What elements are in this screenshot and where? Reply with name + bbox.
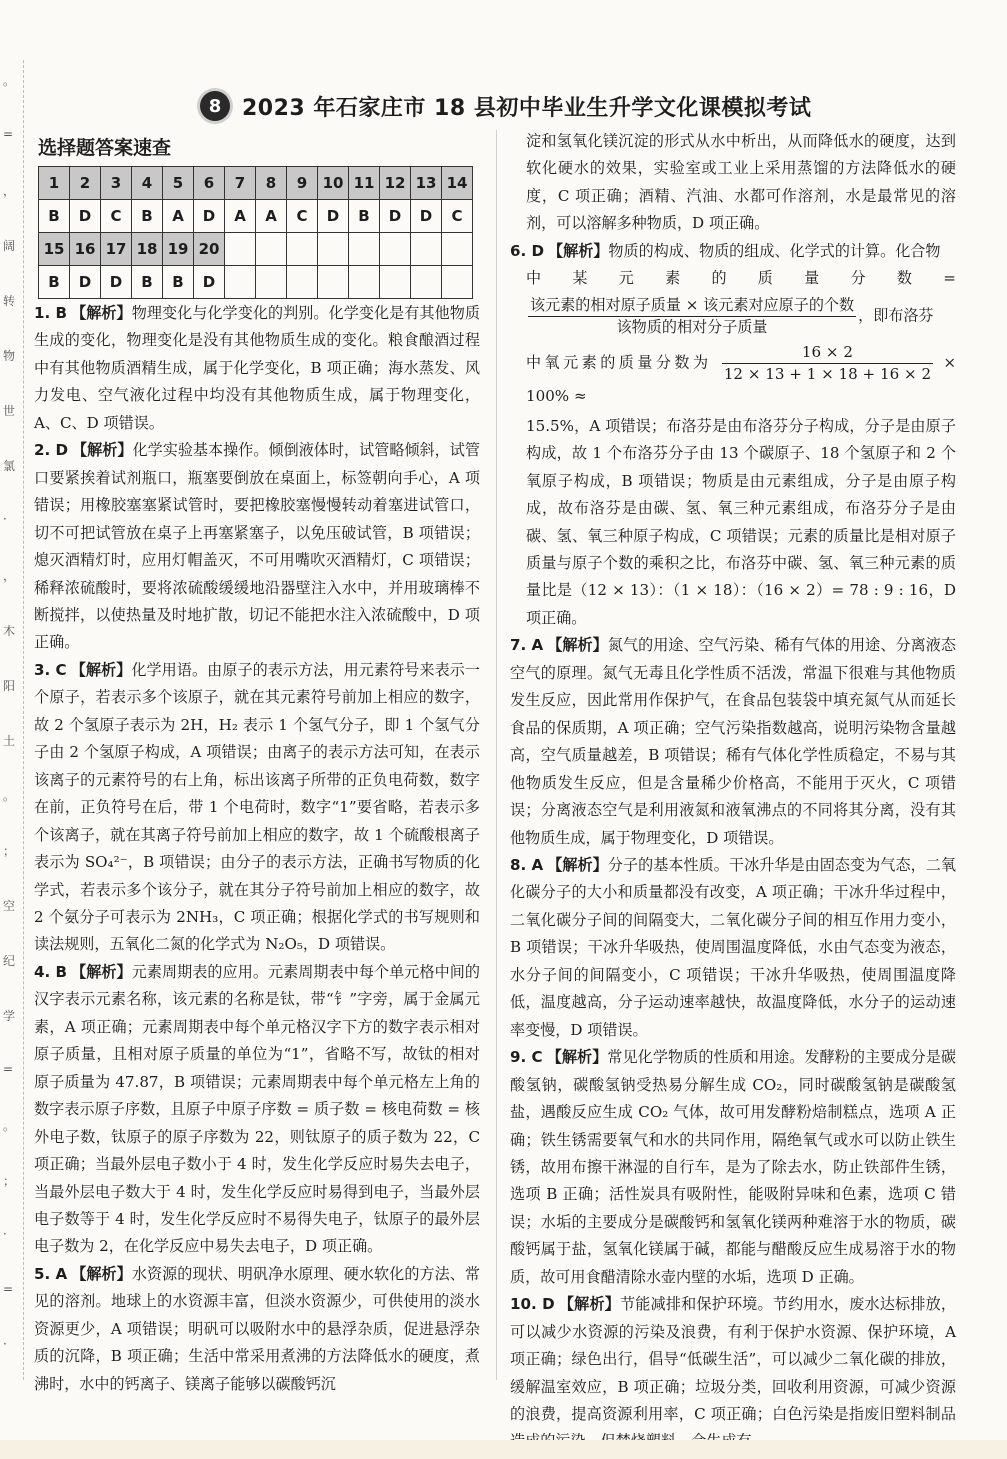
spread-char: 的 xyxy=(711,269,727,288)
binding-mark: 。 xyxy=(3,1119,16,1133)
answer-cell: B xyxy=(163,266,194,299)
analysis-text: 化学实验基本操作。倾倒液体时，试管略倾斜，试管口要紧挨着试剂瓶口，瓶塞要倒放在桌面上，标签朝向手心，A 项错误；用橡胶塞塞紧试管时，要把橡胶塞慢慢转动着塞进试管口，切不可把试管放在桌子上再塞紧塞子，以免压破试管，B 项错误；熄灭酒精灯时，应用灯帽盖灭，不可用嘴吹灭酒精灯，C 项错误；稀释浓硫酸时，要将浓硫酸缓缓地沿器壁注入水中，并用玻璃棒不断搅拌，以使热量及时地扩散，切记不能把水注入浓硫酸中，D 项正确。 xyxy=(34,441,480,652)
answer-row-numbers-2 xyxy=(39,233,473,266)
item-number: 1. B xyxy=(34,304,68,322)
analysis-text: 分子的基本性质。干冰升华是由固态变为气态，二氧化碳分子的大小和质量都没有改变，A 项正确；干冰升华过程中，二氧化碳分子间的间隔变大，二氧化碳分子间的相互作用力变小，B 项错误；干冰升华吸热，使周围温度降低，水由气态变为液态，水分子间的间隔变小，C 项错误；干冰升华吸热，使周围温度降低，温度越高，分子运动速率越快，故温度降低，水分子的运动速率变慢，D 项错误。 xyxy=(510,855,956,1039)
answer-cell: B xyxy=(39,200,70,233)
binding-mark: 土 xyxy=(3,734,16,748)
analysis-text: 氮气的用途、空气污染、稀有气体的用途、分离液态空气的原理。氮气无毒且化学性质不活泼，常温下很难与其他物质发生反应，因此常用作保护气，在食品包装袋中填充氮气从而延长食品的保质期，A 项正确；空气污染指数越高，说明污染物含量越高，空气质量越差，B 项错误；稀有气体化学性质稳定，不易与其他物质发生反应，但是含量稀少价格高，不能用于灭火，C 项错误；分离液态空气是利用液氮和液氧沸点的不同将其分离，没有其他物质生成，属于物理变化，D 项错误。 xyxy=(510,636,956,847)
binding-mark: 空 xyxy=(3,899,16,913)
formula-suffix: × 100% ≈ xyxy=(526,353,956,405)
answer-cell: A xyxy=(225,200,256,233)
answer-item-5 xyxy=(34,1261,480,1398)
answer-cell: D xyxy=(411,200,442,233)
analysis-tag: 【解析】 xyxy=(558,1295,621,1314)
analysis-tag: 【解析】 xyxy=(548,241,609,260)
question-number-cell: 6 xyxy=(194,167,225,200)
analysis-text: 化学用语。由原子的表示方法，用元素符号来表示一个原子，若表示多个该原子，就在其元素符号前加上相应的数字，故 2 个氢原子表示为 2H，H₂ 表示 1 个氢气分子，即 1 个氢气分子由 2 个氢原子构成，A 项错误；由离子的表示方法可知，在表示该离子的元素符号的右上角，标出该离子所带的正负电荷数，数字在前，正负符号在后，带 1 个电荷时，数字“1”要省略，若表示多个该离子，就在其离子符号前加上相应的数字，故 1 个硫酸根离子表示为 SO₄²⁻，B 项错误；由分子的表示方法，正确书写物质的化学式，若表示多个该分子，就在其分子符号前加上相应的数字，故 2 个氨分子可表示为 2NH₃，C 项正确；根据化学式的书写规则和读法规则，五氧化二氮的化学式为 N₂O₅，D 项错误。 xyxy=(34,660,480,954)
answer-cell: B xyxy=(349,200,380,233)
answer-cell: D xyxy=(380,200,411,233)
binding-mark: 木 xyxy=(3,624,16,638)
answer-item-6 xyxy=(510,238,956,265)
right-column xyxy=(510,128,956,1456)
question-number-cell xyxy=(318,233,349,266)
answer-cell xyxy=(380,266,411,299)
binding-mark: 阳 xyxy=(3,679,16,693)
question-number-cell xyxy=(380,233,411,266)
answer-cell xyxy=(287,266,318,299)
analysis-tag: 【解析】 xyxy=(546,1048,608,1067)
answer-cell: D xyxy=(194,266,225,299)
question-number-cell: 13 xyxy=(411,167,442,200)
answer-cell: A xyxy=(256,200,287,233)
question-number-cell xyxy=(349,233,380,266)
answer-item-4 xyxy=(34,959,480,1261)
answer-cell: C xyxy=(101,200,132,233)
answer-row-answers-1 xyxy=(39,200,473,233)
fraction-numerator: 该元素的相对原子质量 × 该元素对应原子的个数 xyxy=(528,295,856,317)
answer-cell xyxy=(225,266,256,299)
question-number-cell: 16 xyxy=(70,233,101,266)
left-column xyxy=(34,300,480,1398)
question-number-cell: 15 xyxy=(39,233,70,266)
question-number-cell: 20 xyxy=(194,233,225,266)
spread-char: = xyxy=(943,269,956,288)
question-number-cell: 3 xyxy=(101,167,132,200)
mass-fraction-formula xyxy=(528,295,856,338)
question-number-cell: 1 xyxy=(39,167,70,200)
answer-cell: B xyxy=(132,200,163,233)
page-title: 2023 年石家庄市 18 县初中毕业生升学文化课模拟考试 xyxy=(242,95,812,121)
analysis-text: 物质的构成、物质的组成、化学式的计算。化合物 xyxy=(608,241,941,260)
answer-cell: D xyxy=(194,200,225,233)
item-number: 2. D xyxy=(34,441,69,460)
answer-key-table xyxy=(38,166,473,299)
question-number-cell: 18 xyxy=(132,233,163,266)
item-number: 8. A xyxy=(510,855,544,874)
item-number: 3. C xyxy=(34,660,67,679)
binding-mark: 阔 xyxy=(3,239,16,253)
answer-item-3 xyxy=(34,657,480,959)
page-bottom-edge xyxy=(0,1440,1007,1459)
binding-mark: · xyxy=(3,512,7,526)
answer-item-6-continued: 15.5%，A 项错误；布洛芬是由布洛芬分子构成，分子是由原子构成，故 1 个布洛芬分子由 13 个碳原子、18 个氢原子和 2 个氧原子构成，B 项错误；物质是由元素组成，分子是由原子构成，故布洛芬是由碳、氢、氧三种元素组成，布洛芬分子是由碳、氢、氧三种原子构成，C 项错误；元素的质量比是相对原子质量与原子个数的乘积之比，布洛芬中碳、氢、氧三种元素的质量比是（12 × 13）：（1 × 18）：（16 × 2）= 78 : 9 : 16，D 项正确。 xyxy=(526,416,956,627)
question-number-cell: 5 xyxy=(163,167,194,200)
spread-text-line xyxy=(510,265,956,292)
fraction-denominator: 该物质的相对分子质量 xyxy=(616,317,768,336)
binding-mark: 纪 xyxy=(3,954,16,968)
question-number-cell: 14 xyxy=(442,167,473,200)
question-number-cell: 9 xyxy=(287,167,318,200)
answer-cell xyxy=(256,266,287,299)
binding-mark: · xyxy=(3,1337,7,1351)
formula-suffix: ，即布洛芬 xyxy=(858,306,934,325)
analysis-text: 节能减排和保护环境。节约用水，废水达标排放，可以减少水资源的污染及浪费，有利于保护水资源、保护环境，A 项正确；绿色出行，倡导“低碳生活”，可以减少二氧化碳的排放，缓解温室效应，B 项正确；垃圾分类，回收利用资源，可减少资源的浪费，提高资源利用率，C 项正确；白色污染是指废旧塑料制品 xyxy=(510,1295,956,1424)
analysis-tag: 【解析】 xyxy=(70,660,132,679)
answer-item-2 xyxy=(34,437,480,657)
question-number-cell: 11 xyxy=(349,167,380,200)
answer-item-5-continued: 淀和氢氧化镁沉淀的形式从水中析出，从而降低水的硬度，达到软化硬水的效果，实验室或工业上采用蒸馏的方法降低水的硬度，C 项正确；酒精、汽油、水都可作溶剂，水是最常见的溶剂，可以溶解多种物质，D 项正确。 xyxy=(526,132,956,233)
binding-mark: = xyxy=(3,127,14,141)
question-number-cell: 2 xyxy=(70,167,101,200)
answer-cell: D xyxy=(318,200,349,233)
analysis-tag: 【解析】 xyxy=(547,636,608,655)
binding-mark: 。 xyxy=(3,74,16,88)
question-number-cell xyxy=(411,233,442,266)
binding-mark: · xyxy=(3,1227,7,1241)
analysis-tag: 【解析】 xyxy=(71,962,132,981)
analysis-text: 物理变化与化学变化的判别。化学变化是有其他物质生成的变化，物理变化是没有其他物质生成的变化。粮食酿酒过程中有其他物质酒精生成，属于化学变化，B 项正确；海水蒸发、风力发电、空气液化过程中均没有其他物质生成，属于物理变化，A、C、D 项错误。 xyxy=(34,304,480,432)
fraction-denominator: 12 × 13 + 1 × 18 + 16 × 2 xyxy=(723,364,932,383)
spread-char: 元 xyxy=(618,269,634,288)
answer-item-8 xyxy=(510,852,956,1044)
analysis-tag: 【解析】 xyxy=(71,1264,132,1283)
answer-item-10 xyxy=(510,1291,956,1456)
answer-cell: B xyxy=(39,266,70,299)
analysis-tag: 【解析】 xyxy=(547,855,608,874)
answer-row-answers-2 xyxy=(39,266,473,299)
page-number-badge: 8 xyxy=(200,91,230,121)
answer-cell: C xyxy=(442,200,473,233)
oxygen-fraction-formula xyxy=(722,342,933,385)
answer-item-7 xyxy=(510,632,956,852)
binding-mark: = xyxy=(3,1282,14,1296)
question-number-cell: 7 xyxy=(225,167,256,200)
binding-mark: 物 xyxy=(3,349,16,363)
fraction-numerator: 16 × 2 xyxy=(722,342,933,364)
answer-row-numbers-1 xyxy=(39,167,473,200)
analysis-tag: 【解析】 xyxy=(71,304,132,322)
item-number: 7. A xyxy=(510,636,544,655)
analysis-tag: 【解析】 xyxy=(72,441,133,460)
binding-mark: ， xyxy=(3,184,16,198)
binding-mark: = xyxy=(3,1062,14,1076)
question-number-cell: 19 xyxy=(163,233,194,266)
column-divider xyxy=(496,130,497,1380)
binding-line xyxy=(23,60,25,1380)
answer-cell xyxy=(318,266,349,299)
question-number-cell xyxy=(287,233,318,266)
answer-cell: B xyxy=(132,266,163,299)
binding-mark: 。 xyxy=(3,789,16,803)
question-number-cell xyxy=(225,233,256,266)
question-number-cell: 8 xyxy=(256,167,287,200)
analysis-text: 常见化学物质的性质和用途。发酵粉的主要成分是碳酸氢钠，碳酸氢钠受热易分解生成 CO₂，同时碳酸氢钠是碳酸氢盐，遇酸反应生成 CO₂ 气体，故可用发酵粉焙制糕点，选项 A 正确；铁生锈需要氧气和水的共同作用，隔绝氧气或水可以防止铁生锈，故用布擦干淋湿的自行车，是为了除去水，防止铁部件生锈，选项 B 正确；活性炭具有吸附性，能吸附异味和色素，选项 C 错误；水垢的主要成分是碳酸钙和氢氧化镁两种难溶于水的物质，碳酸钙属于盐，氢氧化镁属于碱，都能与醋酸反应生成易溶于水的物质，故可用食醋清除水壶内壁的水垢，选项 D 正确。 xyxy=(510,1048,956,1286)
binding-mark: ； xyxy=(3,844,16,858)
formula-prefix: 中氧元素的质量分数为 xyxy=(526,353,712,372)
item-number: 10. D xyxy=(510,1295,555,1314)
question-number-cell: 10 xyxy=(318,167,349,200)
spread-char: 量 xyxy=(804,269,820,288)
item-number: 5. A xyxy=(34,1264,68,1283)
answer-item-9 xyxy=(510,1044,956,1291)
question-number-cell: 12 xyxy=(380,167,411,200)
spread-char: 数 xyxy=(896,269,912,288)
answer-cell: D xyxy=(70,200,101,233)
formula-line-1 xyxy=(510,295,956,338)
spread-char: 某 xyxy=(572,269,588,288)
binding-mark: 世 xyxy=(3,404,16,418)
spread-char: 中 xyxy=(526,269,542,288)
answer-cell xyxy=(411,266,442,299)
question-number-cell xyxy=(442,233,473,266)
answer-cell: D xyxy=(70,266,101,299)
spread-char: 分 xyxy=(850,269,866,288)
item-number: 9. C xyxy=(510,1048,543,1067)
answer-item-1 xyxy=(34,300,480,437)
binding-mark: ， xyxy=(3,569,16,583)
spread-char: 质 xyxy=(757,269,773,288)
analysis-text: 水资源的现状、明矾净水原理、硬水软化的方法、常见的溶剂。地球上的水资源丰富，但淡水资源少，可供使用的淡水资源更少，A 项错误；明矾可以吸附水中的悬浮杂质，促进悬浮杂质的沉降，B 项正确；生活中常采用煮沸的方法降低水的硬度，煮沸时，水中的钙离子、镁离子能够以碳酸钙沉 xyxy=(34,1264,480,1393)
answer-cell xyxy=(349,266,380,299)
analysis-text: 元素周期表的应用。元素周期表中每个单元格中间的汉字表示元素名称，该元素的名称是钛，带“钅”字旁，属于金属元素，A 项正确；元素周期表中每个单元格汉字下方的数字表示相对原子质量，且相对原子质量的单位为“1”，省略不写，故钛的相对原子质量为 47.87，B 项错误；元素周期表中每个单元格左上角的数字表示原子序数，且原子中原子序数 = 质子数 = 核电荷数 = 核外电子数，钛原子的原子序数为 22，则钛原子的质子数为 22，C 项正确；当最外层电子数小于 4 时，发生化学反应时易失去电子，当最外层电子数大于 4 时，发生化学反应时易得到电子，当最外层电子数等于 4 时，发生化学反应时不易得失电子，钛原子的最外层电子数为 2，在化学反应中易失去电子，D 项正确。 xyxy=(34,962,480,1256)
binding-mark: 氯 xyxy=(3,459,16,473)
answer-cell: D xyxy=(101,266,132,299)
answer-cell xyxy=(442,266,473,299)
spread-char: 素 xyxy=(665,269,681,288)
page-header xyxy=(200,86,811,126)
answer-cell: C xyxy=(287,200,318,233)
answer-cell: A xyxy=(163,200,194,233)
item-number: 4. B xyxy=(34,962,68,981)
question-number-cell: 17 xyxy=(101,233,132,266)
binding-mark: 学 xyxy=(3,1009,16,1023)
binding-mark: ； xyxy=(3,1174,16,1188)
answer-section-title: 选择题答案速查 xyxy=(38,137,172,159)
formula-line-2 xyxy=(510,342,956,407)
binding-mark: 转 xyxy=(3,294,16,308)
question-number-cell: 4 xyxy=(132,167,163,200)
question-number-cell xyxy=(256,233,287,266)
binding-margin xyxy=(0,60,22,1380)
item-number: 6. D xyxy=(510,241,545,260)
